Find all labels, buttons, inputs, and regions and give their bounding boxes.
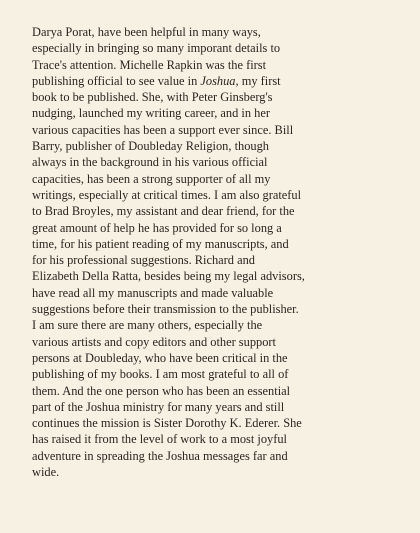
text-line: part of the Joshua ministry for many years and still [32, 399, 285, 414]
text-line: them. And the one person who has been an essential [32, 383, 291, 398]
text-line: to Brad Broyles, my assistant and dear friend, for the [32, 204, 295, 219]
text-line: writings, especially at critical times. I am also grateful [32, 187, 302, 202]
acknowledgments-paragraph [32, 24, 392, 480]
text-line: for his professional suggestions. Richard and [32, 253, 255, 268]
text-line: Trace's attention. Michelle Rapkin was the first [32, 57, 267, 72]
text-line: capacities, has been a strong supporter of all my [32, 171, 271, 186]
book-title-italic: Joshua [200, 73, 236, 88]
text-line: Darya Porat, have been helpful in many ways, [32, 25, 261, 39]
text-line: especially in bringing so many imporant details to [32, 41, 281, 56]
text-line: Barry, publisher of Doubleday Religion, though [32, 139, 269, 154]
text-line: nudging, launched my writing career, and in her [32, 106, 270, 121]
text-line [32, 73, 392, 89]
text-line: various capacities has been a support ever since. Bill [32, 122, 294, 137]
text-line: wide. [32, 465, 60, 480]
text-line: persons at Doubleday, who have been critical in the [32, 350, 288, 365]
text-line: great amount of help he has provided for so long a [32, 220, 282, 235]
text-line: Elizabeth Della Ratta, besides being my legal advisors, [32, 269, 305, 284]
text-line: has raised it from the level of work to a most joyful [32, 432, 287, 447]
text-line: adventure in spreading the Joshua messages far and [32, 448, 288, 463]
text-line: have read all my manuscripts and made valuable [32, 285, 274, 300]
text-line: publishing of my books. I am most grateful to all of [32, 367, 289, 382]
text-line: book to be published. She, with Peter Ginsberg's [32, 90, 273, 105]
text-line: various artists and copy editors and other support [32, 334, 276, 349]
text-line: continues the mission is Sister Dorothy K. Ederer. She [32, 416, 302, 431]
text-fragment: publishing official to see value in [32, 73, 201, 88]
text-line: I am sure there are many others, especially the [32, 318, 263, 333]
text-line: suggestions before their transmission to the publisher. [32, 302, 299, 317]
text-line: time, for his patient reading of my manuscripts, and [32, 236, 289, 251]
text-fragment: , my first [235, 73, 281, 88]
text-line: always in the background in his various official [32, 155, 268, 170]
